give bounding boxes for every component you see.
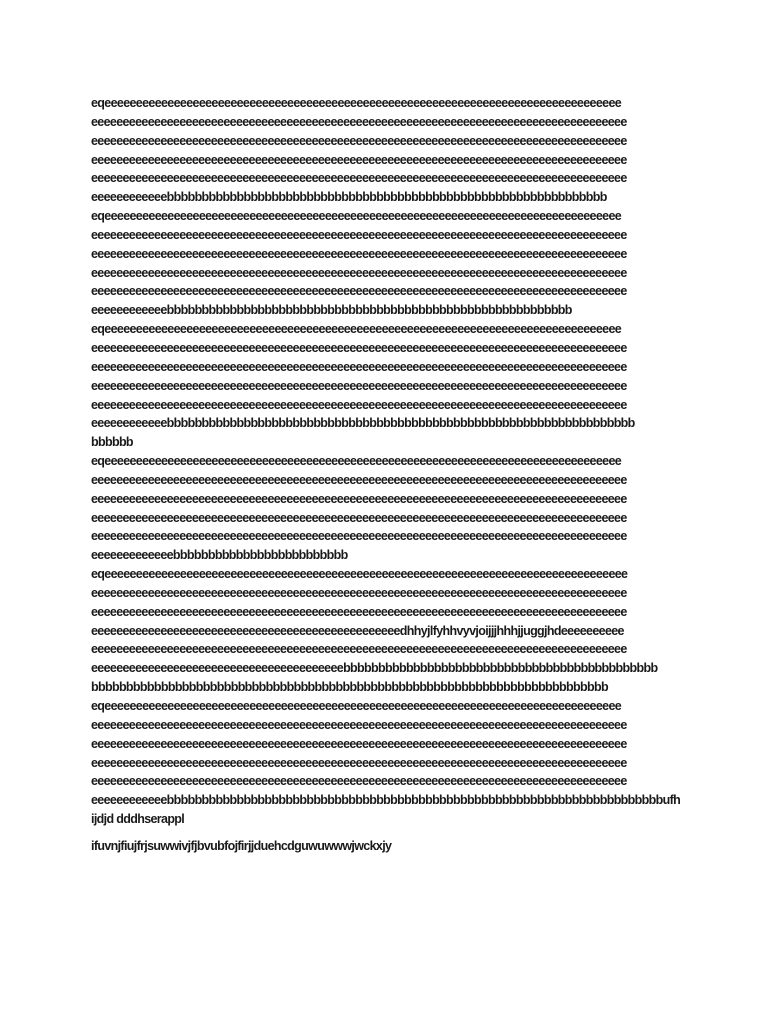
text-line: eeeeeeeeeeeeeeeeeeeeeeeeeeeeeeeeeeeeeeeeeeeeeeeeeeeeeeeeeeeeeeeeeeeeeeeeeeeeeeeeeeeee [91,397,627,412]
text-line: eeeeeeeeeeeeeeeeeeeeeeeeeeeeeeeeeeeeeeeeeeeeeeeeeeeeeeeeeeeeeeeeeeeeeeeeeeeeeeeeeeeee [91,491,627,506]
text-line: eqeeeeeeeeeeeeeeeeeeeeeeeeeeeeeeeeeeeeeeeeeeeeeeeeeeeeeeeeeeeeeeeeeeeeeeeeeeeeeeeeeee [91,567,628,582]
text-line: eeeeeeeeeeeeeeeeeeeeeeeeeeeeeeeeeeeeeeeeeeeeeeeeedhhyjlfyhhvyvjoijjjhhhjjuggjhdeeeeeeeeee [91,623,624,638]
text-line: eqeeeeeeeeeeeeeeeeeeeeeeeeeeeeeeeeeeeeeeeeeeeeeeeeeeeeeeeeeeeeeeeeeeeeeeeeeeeeeeeeee [91,322,622,337]
text-line: eeeeeeeeeeeeeeeeeeeeeeeeeeeeeeeeeeeeeeeeeeeeeeeeeeeeeeeeeeeeeeeeeeeeeeeeeeeeeeeeeeeee [91,642,627,657]
text-line: eeeeeeeeeeeeeeeeeeeeeeeeeeeeeeeeeeeeeeeeeeeeeeeeeeeeeeeeeeeeeeeeeeeeeeeeeeeeeeeeeeeee [91,152,627,167]
text-line: eqeeeeeeeeeeeeeeeeeeeeeeeeeeeeeeeeeeeeeeeeeeeeeeeeeeeeeeeeeeeeeeeeeeeeeeeeeeeeeeeeee [91,699,622,713]
text-line: bbbbbbbbbbbbbbbbbbbbbbbbbbbbbbbbbbbbbbbbbbbbbbbbbbbbbbbbbbbbbbbbbbbbbbbbbb [91,680,608,695]
text-line: ijdjd dddhserappl [91,812,185,827]
text-line: eeeeeeeeeeeeeeeeeeeeeeeeeeeeeeeeeeeeeeeeeeeeeeeeeeeeeeeeeeeeeeeeeeeeeeeeeeeeeeeeeeeee [91,472,627,487]
text-line: eeeeeeeeeeeebbbbbbbbbbbbbbbbbbbbbbbbbbbbbbbbbbbbbbbbbbbbbbbbbbbbbbbbbbbbbbb [91,190,607,205]
text-line: eeeeeeeeeeeeeeeeeeeeeeeeeeeeeeeeeeeeeeeebbbbbbbbbbbbbbbbbbbbbbbbbbbbbbbbbbbbbbbbbbbbb [91,661,658,676]
text-line: eeeeeeeeeeeeeeeeeeeeeeeeeeeeeeeeeeeeeeeeeeeeeeeeeeeeeeeeeeeeeeeeeeeeeeeeeeeeeeeeeeeee [91,284,627,299]
text-line: eeeeeeeeeeeeeeeeeeeeeeeeeeeeeeeeeeeeeeeeeeeeeeeeeeeeeeeeeeeeeeeeeeeeeeeeeeeeeeeeeeeee [91,736,627,751]
text-line: eeeeeeeeeeeeeeeeeeeeeeeeeeeeeeeeeeeeeeeeeeeeeeeeeeeeeeeeeeeeeeeeeeeeeeeeeeeeeeeeeeeee [91,510,627,525]
text-line: bbbbbb [91,435,133,450]
text-line: eeeeeeeeeeeeeeeeeeeeeeeeeeeeeeeeeeeeeeeeeeeeeeeeeeeeeeeeeeeeeeeeeeeeeeeeeeeeeeeeeeeee [91,246,627,261]
text-line: ifuvnjfiujfrjsuwwivjfjbvubfojfirjjduehcdguwuwwwjwckxjy [91,838,392,853]
text-line: eeeeeeeeeeeeebbbbbbbbbbbbbbbbbbbbbbbbb [91,548,348,563]
text-line: eeeeeeeeeeeeeeeeeeeeeeeeeeeeeeeeeeeeeeeeeeeeeeeeeeeeeeeeeeeeeeeeeeeeeeeeeeeeeeeeeeeee [91,114,627,129]
text-line: eeeeeeeeeeeeeeeeeeeeeeeeeeeeeeeeeeeeeeeeeeeeeeeeeeeeeeeeeeeeeeeeeeeeeeeeeeeeeeeeeeeee [91,755,627,770]
text-line: eeeeeeeeeeeebbbbbbbbbbbbbbbbbbbbbbbbbbbbbbbbbbbbbbbbbbbbbbbbbbbbbbbbbbbbbbbbbbb [91,416,635,431]
text-line: eeeeeeeeeeeebbbbbbbbbbbbbbbbbbbbbbbbbbbbbbbbbbbbbbbbbbbbbbbbbbbbbbbbbbbbbbbbbbbbbbbufh [91,793,681,808]
text-line: eeeeeeeeeeeeeeeeeeeeeeeeeeeeeeeeeeeeeeeeeeeeeeeeeeeeeeeeeeeeeeeeeeeeeeeeeeeeeeeeeeeee [91,265,627,280]
text-line: eeeeeeeeeeeeeeeeeeeeeeeeeeeeeeeeeeeeeeeeeeeeeeeeeeeeeeeeeeeeeeeeeeeeeeeeeeeeeeeeeeeee [91,378,627,393]
text-line: eeeeeeeeeeeebbbbbbbbbbbbbbbbbbbbbbbbbbbbbbbbbbbbbbbbbbbbbbbbbbbbbbbbbb [91,303,572,318]
text-line: eqeeeeeeeeeeeeeeeeeeeeeeeeeeeeeeeeeeeeeeeeeeeeeeeeeeeeeeeeeeeeeeeeeeeeeeeeeeeeeeeeee [91,209,622,224]
text-line: eeeeeeeeeeeeeeeeeeeeeeeeeeeeeeeeeeeeeeeeeeeeeeeeeeeeeeeeeeeeeeeeeeeeeeeeeeeeeeeeeeeee [91,585,627,600]
text-line: eeeeeeeeeeeeeeeeeeeeeeeeeeeeeeeeeeeeeeeeeeeeeeeeeeeeeeeeeeeeeeeeeeeeeeeeeeeeeeeeeeeee [91,604,627,619]
paragraph-2 [91,837,691,856]
text-line: eeeeeeeeeeeeeeeeeeeeeeeeeeeeeeeeeeeeeeeeeeeeeeeeeeeeeeeeeeeeeeeeeeeeeeeeeeeeeeeeeeeee [91,133,627,148]
text-line: eqeeeeeeeeeeeeeeeeeeeeeeeeeeeeeeeeeeeeeeeeeeeeeeeeeeeeeeeeeeeeeeeeeeeeeeeeeeeeeeeeee [91,96,622,110]
text-line: eeeeeeeeeeeeeeeeeeeeeeeeeeeeeeeeeeeeeeeeeeeeeeeeeeeeeeeeeeeeeeeeeeeeeeeeeeeeeeeeeeeee [91,529,627,544]
text-line: eeeeeeeeeeeeeeeeeeeeeeeeeeeeeeeeeeeeeeeeeeeeeeeeeeeeeeeeeeeeeeeeeeeeeeeeeeeeeeeeeeeee [91,227,627,242]
document-page [91,94,691,856]
paragraph-1 [91,94,691,829]
text-line: eeeeeeeeeeeeeeeeeeeeeeeeeeeeeeeeeeeeeeeeeeeeeeeeeeeeeeeeeeeeeeeeeeeeeeeeeeeeeeeeeeeee [91,171,627,186]
text-line: eeeeeeeeeeeeeeeeeeeeeeeeeeeeeeeeeeeeeeeeeeeeeeeeeeeeeeeeeeeeeeeeeeeeeeeeeeeeeeeeeeeee [91,717,627,732]
text-line: eeeeeeeeeeeeeeeeeeeeeeeeeeeeeeeeeeeeeeeeeeeeeeeeeeeeeeeeeeeeeeeeeeeeeeeeeeeeeeeeeeeee [91,340,627,355]
text-line: eeeeeeeeeeeeeeeeeeeeeeeeeeeeeeeeeeeeeeeeeeeeeeeeeeeeeeeeeeeeeeeeeeeeeeeeeeeeeeeeeeeee [91,359,627,374]
text-line: eeeeeeeeeeeeeeeeeeeeeeeeeeeeeeeeeeeeeeeeeeeeeeeeeeeeeeeeeeeeeeeeeeeeeeeeeeeeeeeeeeeee [91,774,627,789]
text-line: eqeeeeeeeeeeeeeeeeeeeeeeeeeeeeeeeeeeeeeeeeeeeeeeeeeeeeeeeeeeeeeeeeeeeeeeeeeeeeeeeeee [91,454,622,469]
